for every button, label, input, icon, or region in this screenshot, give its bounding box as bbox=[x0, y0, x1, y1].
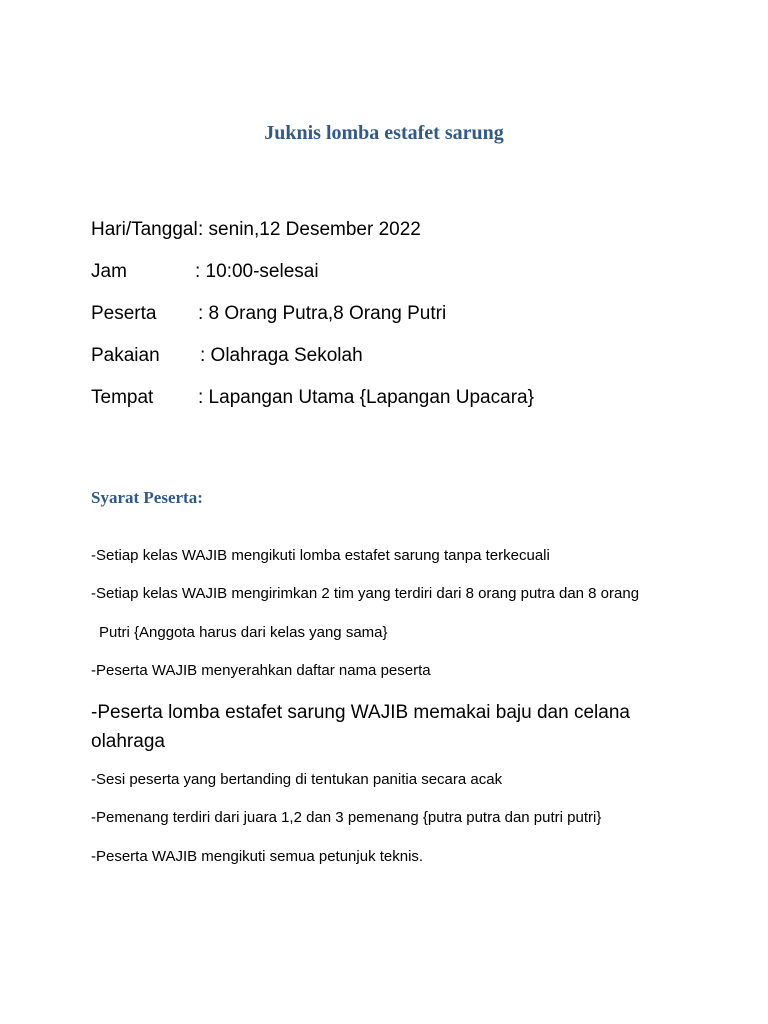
info-value: : Olahraga Sekolah bbox=[200, 345, 363, 366]
document-title: Juknis lomba estafet sarung bbox=[264, 122, 504, 144]
requirement-item: -Setiap kelas WAJIB mengikuti lomba estafet sarung tanpa terkecuali bbox=[91, 547, 550, 564]
info-label: Peserta bbox=[91, 303, 157, 324]
requirement-item: -Sesi peserta yang bertanding di tentukan panitia secara acak bbox=[91, 771, 503, 788]
requirements-heading: Syarat Peserta: bbox=[91, 488, 203, 507]
requirement-item-continued: Putri {Anggota harus dari kelas yang sama} bbox=[99, 624, 388, 641]
info-value: : 8 Orang Putra,8 Orang Putri bbox=[198, 303, 447, 324]
info-value: : senin,12 Desember 2022 bbox=[198, 219, 421, 240]
info-label: Pakaian bbox=[91, 345, 160, 366]
requirement-item-large: -Peserta lomba estafet sarung WAJIB memakai baju dan celana olahraga bbox=[91, 702, 630, 752]
requirement-item: -Setiap kelas WAJIB mengirimkan 2 tim yang terdiri dari 8 orang putra dan 8 orang bbox=[91, 585, 640, 602]
info-label: Jam bbox=[91, 261, 127, 282]
requirement-item: -Peserta WAJIB menyerahkan daftar nama peserta bbox=[91, 662, 431, 679]
requirement-item: -Pemenang terdiri dari juara 1,2 dan 3 pemenang {putra putra dan putri putri} bbox=[91, 809, 602, 826]
info-value: : Lapangan Utama {Lapangan Upacara} bbox=[198, 387, 534, 408]
info-label: Hari/Tanggal bbox=[91, 219, 198, 240]
requirement-item: -Peserta WAJIB mengikuti semua petunjuk teknis. bbox=[91, 848, 424, 865]
info-label: Tempat bbox=[91, 387, 154, 408]
info-value: : 10:00-selesai bbox=[195, 261, 319, 282]
